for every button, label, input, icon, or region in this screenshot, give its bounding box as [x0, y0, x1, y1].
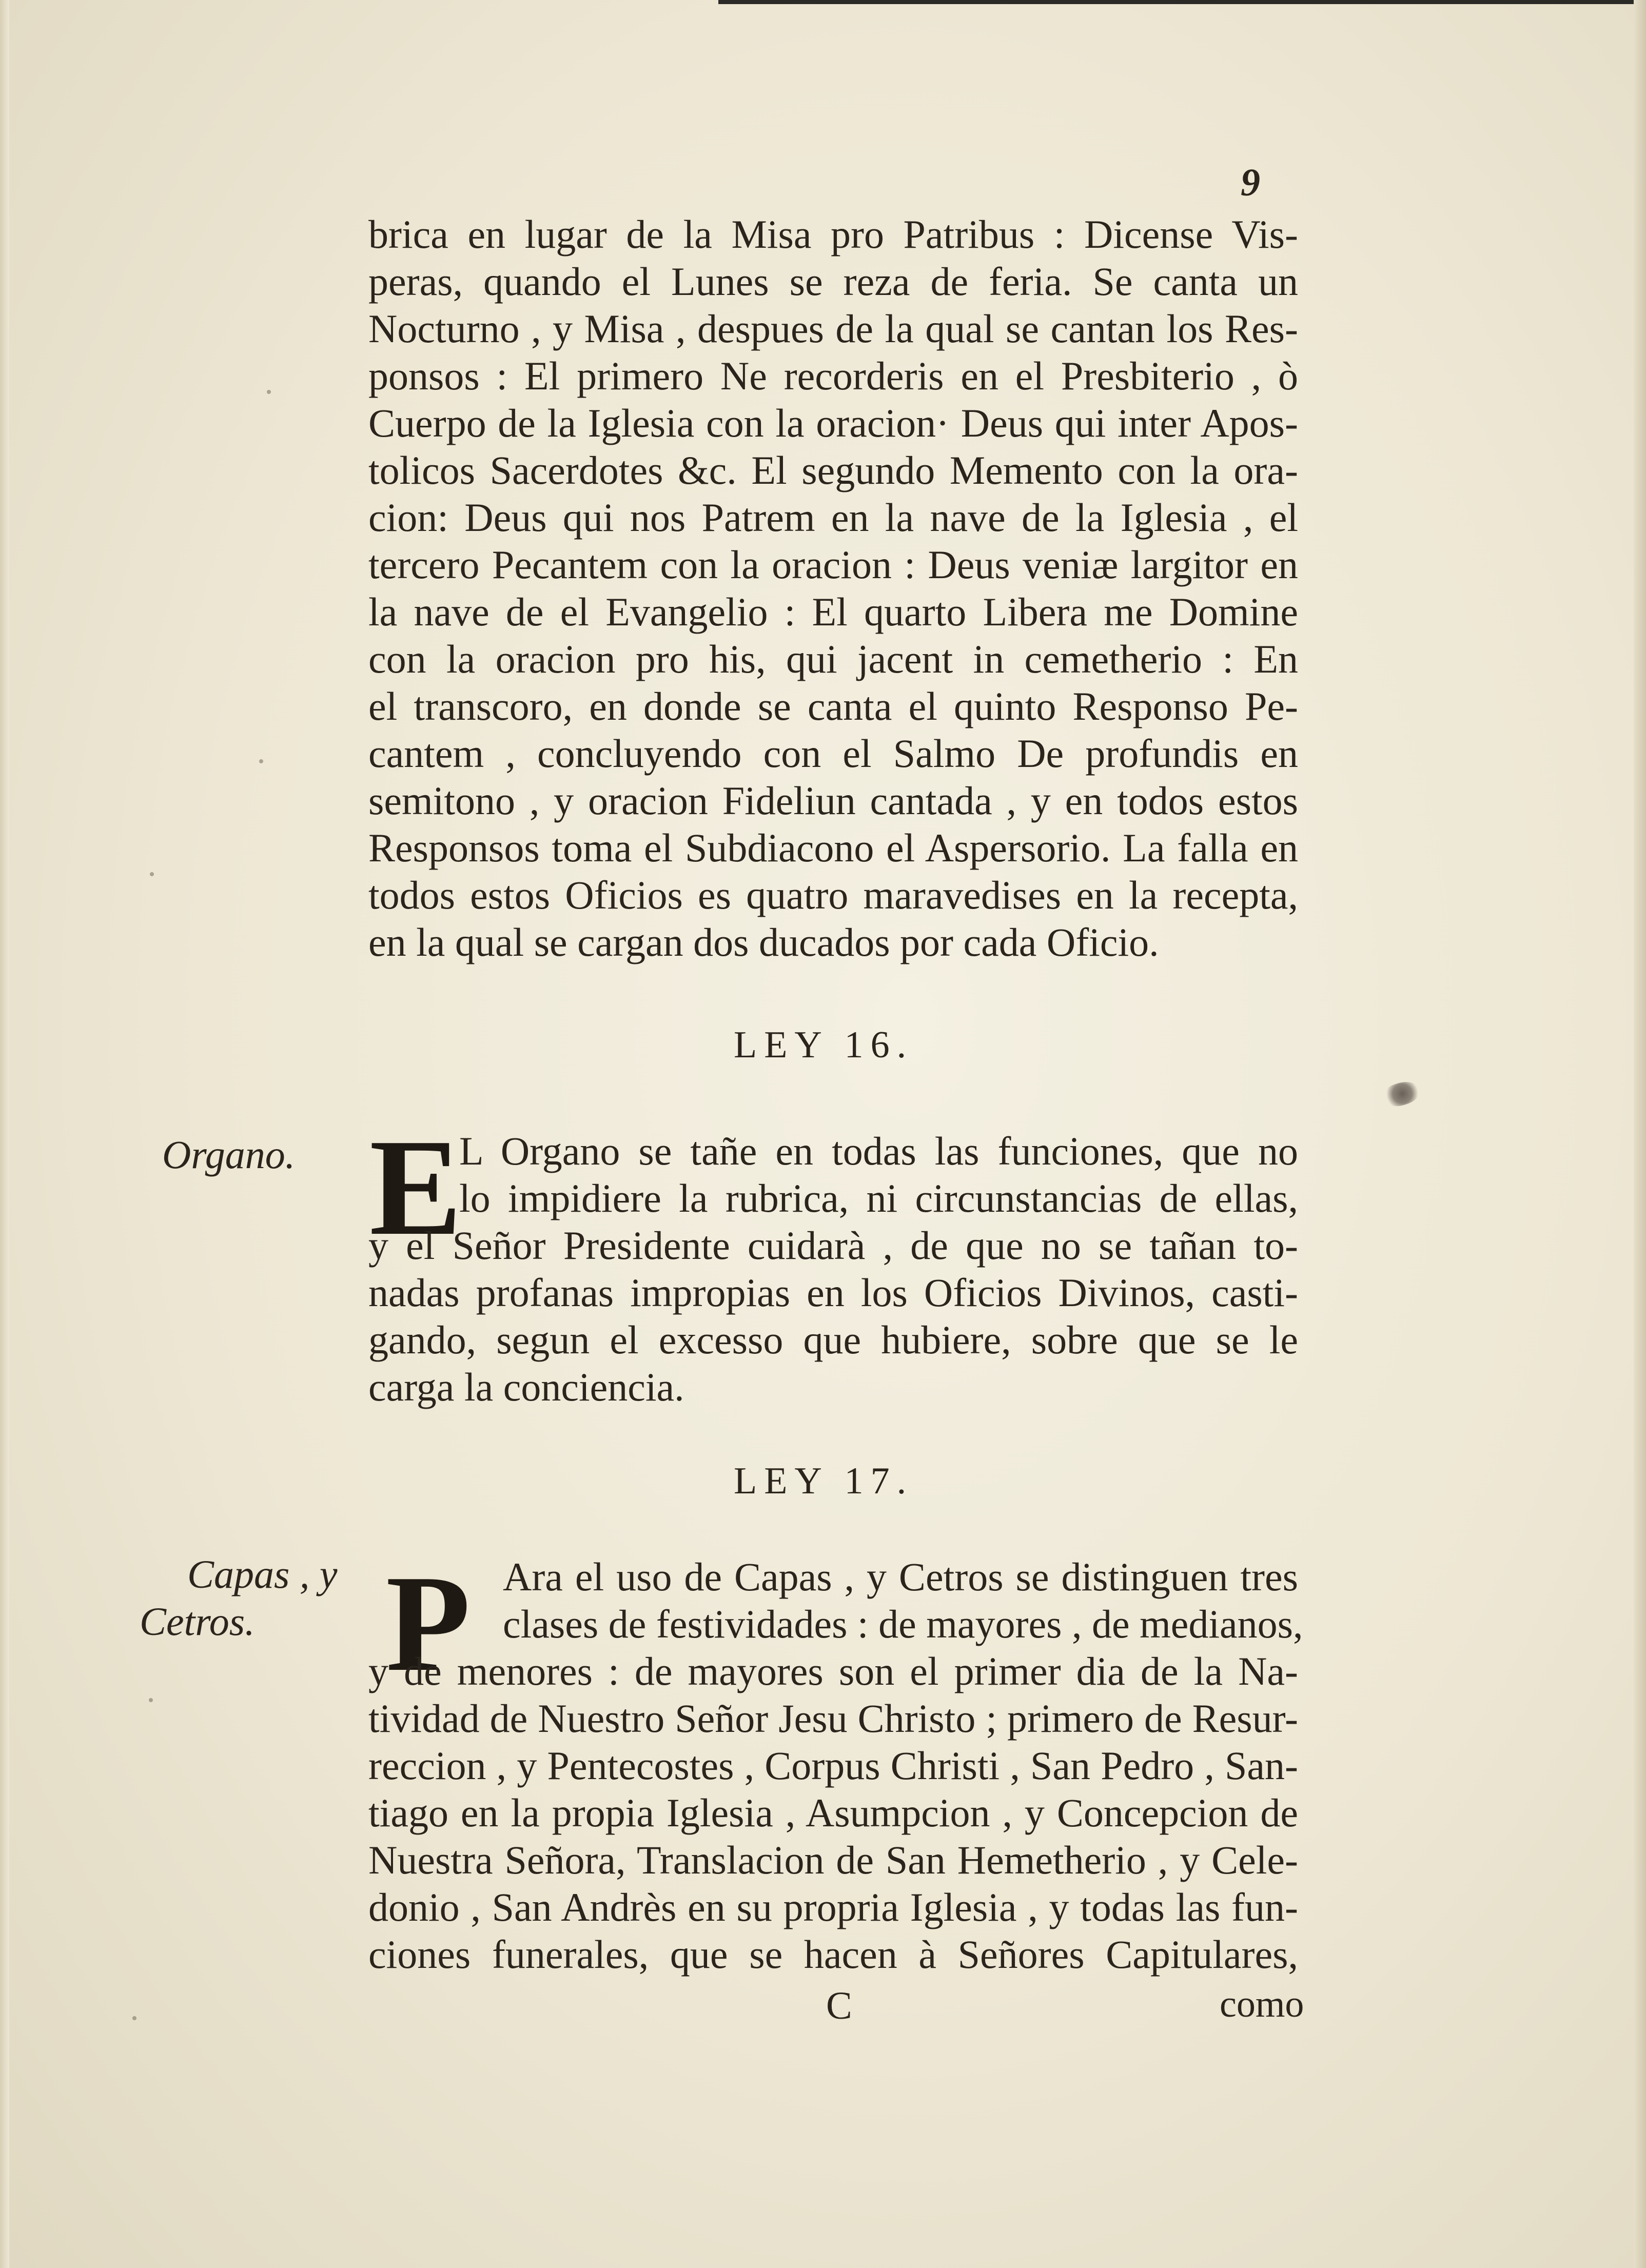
text-line: tolicos Sacerdotes &c. El segundo Memento con la ora- [368, 448, 1298, 492]
text-line: y de menores : de mayores son el primer dia de la Na- [368, 1649, 1298, 1693]
text-line: la nave de el Evangelio : El quarto Libera me Domine [368, 589, 1298, 634]
ley-17-heading: LEY 17. [734, 1460, 914, 1502]
ink-blot [1382, 1077, 1423, 1110]
drop-cap-p: P [386, 1547, 471, 1700]
margin-note-cetros: Cetros. [140, 1599, 255, 1644]
text-line: Responsos toma el Subdiacono el Aspersorio. La falla en [368, 825, 1298, 870]
catchword: como [1220, 1983, 1304, 2025]
page-right-edge [1634, 0, 1646, 2268]
text-line: tercero Pecantem con la oracion : Deus veniæ largitor en [368, 542, 1298, 587]
text-line: lo impidiere la rubrica, ni circunstancias de ellas, [459, 1176, 1298, 1220]
text-line: cantem , concluyendo con el Salmo De profundis en [368, 731, 1298, 776]
text-line: en la qual se cargan dos ducados por cada Oficio. [368, 920, 1159, 964]
margin-note-capas: Capas , y [187, 1552, 338, 1596]
text-line: Nocturno , y Misa , despues de la qual se cantan los Res- [368, 306, 1298, 351]
text-line: semitono , y oracion Fideliun cantada , y en todos estos [368, 778, 1298, 823]
text-line: tiago en la propia Iglesia , Asumpcion , y Concepcion de [368, 1790, 1298, 1835]
text-line: Cuerpo de la Iglesia con la oracion· Deus qui inter Apos- [368, 401, 1298, 445]
text-line: y el Señor Presidente cuidarà , de que no se tañan to- [368, 1223, 1298, 1268]
text-line: donio , San Andrès en su propria Iglesia , y todas las fun- [368, 1885, 1298, 1929]
text-line: cion: Deus qui nos Patrem en la nave de la Iglesia , el [368, 495, 1298, 540]
text-line: con la oracion pro his, qui jacent in cemetherio : En [368, 637, 1298, 681]
signature-mark: C [826, 1984, 852, 2027]
paper-speck [149, 1698, 153, 1702]
text-line: peras, quando el Lunes se reza de feria. Se canta un [368, 259, 1298, 304]
text-line: ponsos : El primero Ne recorderis en el Presbiterio , ò [368, 353, 1298, 398]
paper-speck [267, 390, 271, 394]
page-top-edge [718, 0, 1646, 4]
text-line: L Organo se tañe en todas las funciones, que no [459, 1129, 1298, 1173]
paper-speck [150, 872, 154, 876]
ley-16-heading: LEY 16. [734, 1024, 914, 1066]
text-line: clases de festividades : de mayores , de medianos, [503, 1602, 1303, 1646]
text-line: nadas profanas impropias en los Oficios Divinos, casti- [368, 1270, 1298, 1315]
text-line: Nuestra Señora, Translacion de San Hemetherio , y Cele- [368, 1838, 1298, 1882]
text-line: todos estos Oficios es quatro maravedises en la recepta, [368, 873, 1298, 917]
text-line: Ara el uso de Capas , y Cetros se distinguen tres [503, 1554, 1298, 1599]
text-line: carga la conciencia. [368, 1365, 684, 1409]
margin-note-organo: Organo. [162, 1132, 296, 1177]
text-line: gando, segun el excesso que hubiere, sobre que se le [368, 1317, 1298, 1362]
page-number: 9 [1241, 161, 1260, 204]
text-line: brica en lugar de la Misa pro Patribus : Dicense Vis- [368, 212, 1298, 257]
page-left-edge [0, 0, 9, 2268]
paper-speck [259, 759, 263, 763]
text-line: el transcoro, en donde se canta el quinto Responso Pe- [368, 684, 1298, 728]
text-line: reccion , y Pentecostes , Corpus Christi , San Pedro , San- [368, 1743, 1298, 1788]
drop-cap-e: E [369, 1111, 462, 1264]
text-line: ciones funerales, que se hacen à Señores Capitulares, [368, 1932, 1298, 1977]
paper-speck [132, 2016, 136, 2020]
text-line: tividad de Nuestro Señor Jesu Christo ; primero de Resur- [368, 1696, 1298, 1741]
